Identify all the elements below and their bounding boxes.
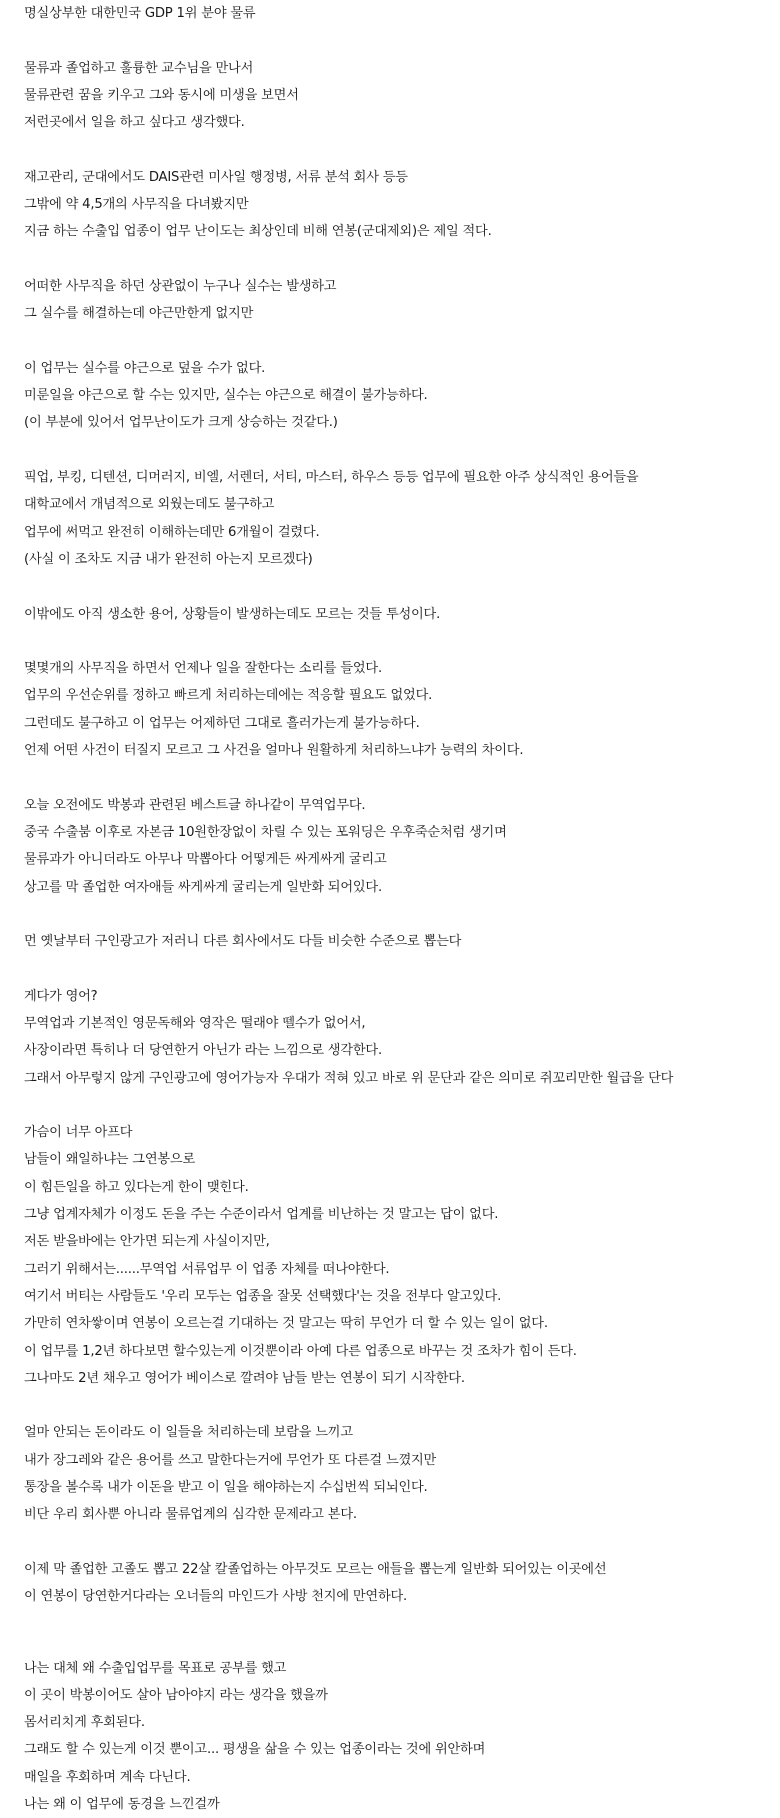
blank-line bbox=[24, 764, 764, 791]
text-line: 이 업무를 1,2년 하다보면 할수있는게 이것뿐이라 아예 다른 업종으로 바꾸는 것 조차가 힘이 든다. bbox=[24, 1343, 577, 1359]
blank-line bbox=[24, 1092, 764, 1119]
text-line: 몸서리치게 후회된다. bbox=[24, 1715, 145, 1731]
blank-line bbox=[24, 901, 764, 928]
text-line: 남들이 왜일하냐는 그연봉으로 bbox=[24, 1152, 195, 1168]
text-line: 매일을 후회하며 계속 다닌다. bbox=[24, 1769, 191, 1785]
text-line: 대학교에서 개념적으로 외웠는데도 불구하고 bbox=[24, 497, 275, 513]
text-line: 몇몇개의 사무직을 하면서 언제나 일을 잘한다는 소리를 들었다. bbox=[24, 661, 382, 677]
blank-line bbox=[24, 328, 764, 355]
text-line: 명실상부한 대한민국 GDP 1위 분야 물류 bbox=[24, 6, 256, 21]
text-line: 나는 왜 이 업무에 동경을 느낀걸까 bbox=[24, 1797, 220, 1812]
text-line: 이 힘든일을 하고 있다는게 한이 맺힌다. bbox=[24, 1179, 249, 1195]
blank-line bbox=[24, 1392, 764, 1419]
text-line: 얼마 안되는 돈이라도 이 일들을 처리하는데 보람을 느끼고 bbox=[24, 1425, 353, 1441]
text-line: 사장이라면 특히나 더 당연한거 아닌가 라는 느낌으로 생각한다. bbox=[24, 1043, 382, 1059]
text-line: 물류과가 아니더라도 아무나 막뽑아다 어떻게든 싸게싸게 굴리고 bbox=[24, 852, 387, 868]
text-line: 나는 대체 왜 수출입업무를 목표로 공부를 했고 bbox=[24, 1660, 287, 1676]
blank-line bbox=[24, 1611, 764, 1655]
text-line: 지금 하는 수출입 업종이 업무 난이도는 최상인데 비해 연봉(군대제외)은 제일 적다. bbox=[24, 224, 492, 240]
text-line: 내가 장그레와 같은 용어를 쓰고 말한다는거에 무언가 또 다른걸 느꼈지만 bbox=[24, 1452, 437, 1468]
article-body bbox=[24, 0, 764, 1818]
text-line: 저돈 받을바에는 안가면 되는게 사실이지만, bbox=[24, 1234, 270, 1250]
text-line: 가슴이 너무 아프다 bbox=[24, 1125, 133, 1141]
text-line: 물류과 졸업하고 훌륭한 교수님을 만나서 bbox=[24, 60, 254, 76]
blank-line bbox=[24, 1529, 764, 1556]
text-line: 저런곳에서 일을 하고 싶다고 생각했다. bbox=[24, 115, 245, 131]
blank-line bbox=[24, 628, 764, 655]
text-line: 물류관련 꿈을 키우고 그와 동시에 미생을 보면서 bbox=[24, 87, 299, 103]
blank-line bbox=[24, 437, 764, 464]
blank-line bbox=[24, 27, 764, 54]
text-line: 중국 수출붐 이후로 자본금 10원한장없이 차릴 수 있는 포워딩은 우후죽순처럼 생기며 bbox=[24, 824, 507, 840]
text-line: 픽업, 부킹, 디텐션, 디머러지, 비엘, 서렌더, 서티, 마스터, 하우스 등등 업무에 필요한 아주 상식적인 용어들을 bbox=[24, 470, 639, 486]
text-line: 어떠한 사무직을 하던 상관없이 누구나 실수는 발생하고 bbox=[24, 278, 337, 294]
blank-line bbox=[24, 955, 764, 982]
text-line: 무역업과 기본적인 영문독해와 영작은 떨래야 뗄수가 없어서, bbox=[24, 1015, 366, 1031]
text-line: 언제 어떤 사건이 터질지 모르고 그 사건을 얼마나 원활하게 처리하느냐가 능력의 차이다. bbox=[24, 743, 524, 759]
text-line: (사실 이 조차도 지금 내가 완전히 아는지 모르겠다) bbox=[24, 551, 313, 567]
text-line: 이 곳이 박봉이어도 살아 남아야지 라는 생각을 했을까 bbox=[24, 1687, 328, 1703]
blank-line bbox=[24, 573, 764, 600]
text-line: 이밖에도 아직 생소한 용어, 상황들이 발생하는데도 모르는 것들 투성이다. bbox=[24, 606, 441, 622]
text-line: 그래도 할 수 있는게 이것 뿐이고... 평생을 삶을 수 있는 업종이라는 것에 위안하며 bbox=[24, 1742, 486, 1758]
text-line: 그러기 위해서는......무역업 서류업무 이 업종 자체를 떠나야한다. bbox=[24, 1261, 390, 1277]
text-line: 업무에 써먹고 완전히 이해하는데만 6개월이 걸렸다. bbox=[24, 524, 320, 540]
text-line: 업무의 우선순위를 정하고 빠르게 처리하는데에는 적응할 필요도 없었다. bbox=[24, 688, 433, 704]
text-line: 그래서 아무렇지 않게 구인광고에 영어가능자 우대가 적혀 있고 바로 위 문단과 같은 의미로 쥐꼬리만한 월급을 단다 bbox=[24, 1070, 674, 1086]
text-line: 비단 우리 회사뿐 아니라 물류업계의 심각한 문제라고 본다. bbox=[24, 1507, 357, 1523]
text-line: 그나마도 2년 채우고 영어가 베이스로 깔려야 남들 받는 연봉이 되기 시작한다. bbox=[24, 1370, 465, 1386]
text-line: 통장을 볼수록 내가 이돈을 받고 이 일을 해야하는지 수십번씩 되뇌인다. bbox=[24, 1480, 428, 1496]
text-line: 이제 막 졸업한 고졸도 뽑고 22살 칼졸업하는 아무것도 모르는 애들을 뽑는게 일반화 되어있는 이곳에선 bbox=[24, 1561, 607, 1577]
text-line: 그 실수를 해결하는데 야근만한게 없지만 bbox=[24, 306, 254, 322]
blank-line bbox=[24, 136, 764, 163]
text-line: 이 업무는 실수를 야근으로 덮을 수가 없다. bbox=[24, 360, 266, 376]
text-line: 게다가 영어? bbox=[24, 988, 98, 1004]
blank-line bbox=[24, 246, 764, 273]
text-line: (이 부분에 있어서 업무난이도가 크게 상승하는 것같다.) bbox=[24, 415, 338, 431]
text-line: 상고를 막 졸업한 여자애들 싸게싸게 굴리는게 일반화 되어있다. bbox=[24, 879, 382, 895]
text-line: 가만히 연차쌓이며 연봉이 오르는걸 기대하는 것 말고는 딱히 무언가 더 할 수 있는 일이 없다. bbox=[24, 1316, 548, 1332]
text-line: 먼 옛날부터 구인광고가 저러니 다른 회사에서도 다들 비슷한 수준으로 뽑는다 bbox=[24, 934, 462, 950]
text-line: 그냥 업계자체가 이정도 돈을 주는 수준이라서 업계를 비난하는 것 말고는 답이 없다. bbox=[24, 1207, 499, 1223]
text-line: 미룬일을 야근으로 할 수는 있지만, 실수는 야근으로 해결이 불가능하다. bbox=[24, 388, 428, 404]
text-line: 그밖에 약 4,5개의 사무직을 다녀봤지만 bbox=[24, 197, 249, 213]
text-line: 이 연봉이 당연한거다라는 오너들의 마인드가 사방 천지에 만연하다. bbox=[24, 1589, 408, 1605]
text-line: 그런데도 불구하고 이 업무는 어제하던 그대로 흘러가는게 불가능하다. bbox=[24, 715, 420, 731]
text-line: 재고관리, 군대에서도 DAIS관련 미사일 행정병, 서류 분석 회사 등등 bbox=[24, 169, 408, 185]
text-line: 오늘 오전에도 박봉과 관련된 베스트글 하나같이 무역업무다. bbox=[24, 797, 366, 813]
text-line: 여기서 버티는 사람들도 '우리 모두는 업종을 잘못 선택했다'는 것을 전부다 알고있다. bbox=[24, 1288, 502, 1304]
